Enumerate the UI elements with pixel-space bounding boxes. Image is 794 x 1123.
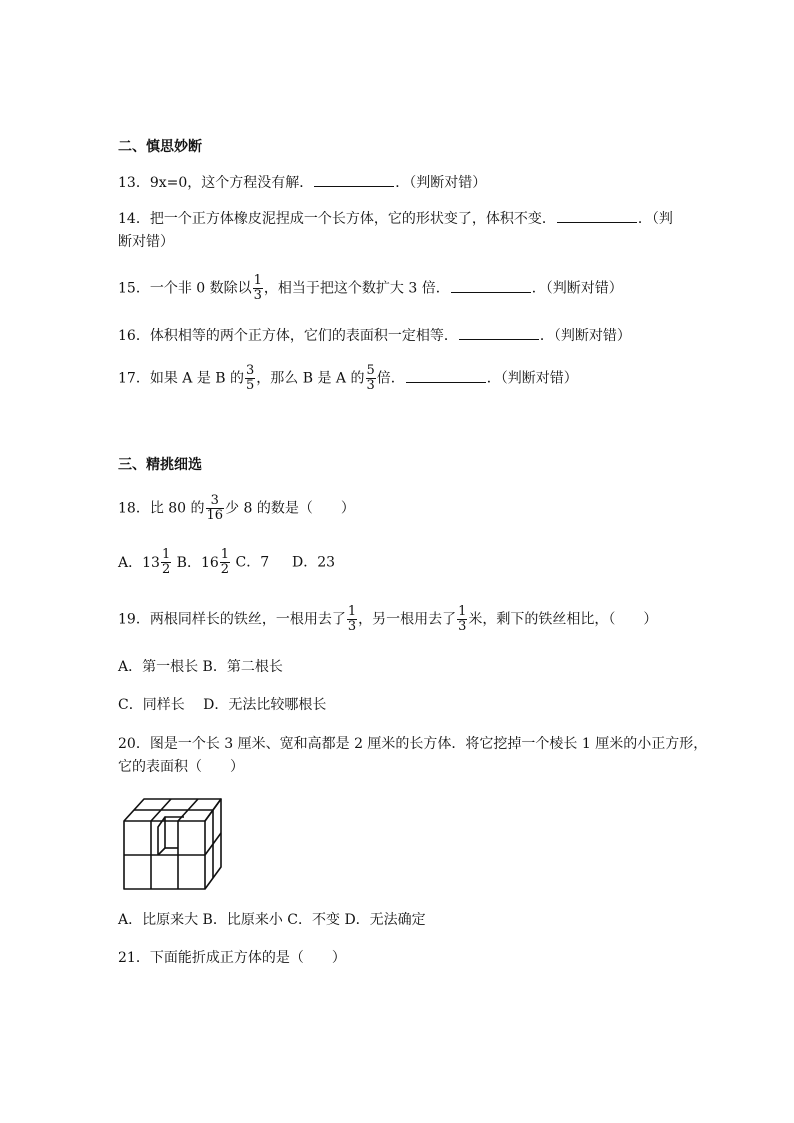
q19-post: 米，剩下的铁丝相比，（ ） (468, 611, 658, 628)
fraction-numerator: 1 (253, 273, 262, 288)
answer-blank[interactable] (459, 326, 539, 340)
question-14-line1 (118, 209, 673, 229)
q15-post: ，相当于把这个数扩大 3 倍． (263, 280, 450, 297)
answer-blank[interactable] (314, 173, 394, 187)
q18-post: 少 8 的数是（ ） (225, 500, 355, 517)
fraction (347, 605, 357, 634)
fraction-denominator: 3 (347, 619, 357, 634)
fraction-denominator: 3 (253, 288, 262, 303)
fraction-numerator: 3 (246, 363, 255, 378)
option-b[interactable] (176, 547, 231, 577)
fraction-numerator: 1 (458, 604, 467, 619)
q16-tail: ．（判断对错） (539, 328, 631, 344)
section-3-title: 三、精挑细选 (118, 457, 202, 473)
fraction-denominator: 3 (458, 619, 467, 634)
option-c[interactable]: C．7 (235, 554, 270, 571)
fraction-numerator: 1 (220, 547, 230, 562)
option-a-text: A．13 (118, 554, 160, 571)
question-13 (118, 173, 486, 193)
fraction-denominator: 2 (220, 562, 230, 577)
q17-tail: ．（判断对错） (486, 370, 578, 387)
fraction (253, 274, 263, 303)
question-19 (118, 605, 657, 634)
question-19-options-line1[interactable]: A．第一根长 B．第二根长 (118, 659, 283, 675)
fraction-denominator: 5 (246, 378, 255, 393)
fraction (161, 548, 171, 577)
question-20-line2: 它的表面积（ ） (118, 759, 244, 775)
fraction-numerator: 1 (161, 547, 171, 562)
answer-blank[interactable] (557, 209, 637, 223)
q15-pre: 15．一个非 0 数除以 (118, 280, 252, 297)
question-19-options-line2[interactable]: C．同样长 D．无法比较哪根长 (118, 697, 327, 713)
option-a[interactable] (118, 547, 172, 577)
question-18-options (118, 548, 335, 577)
q16-text: 16．体积相等的两个正方体，它们的表面积一定相等． (118, 328, 458, 344)
question-20-line1: 20．图是一个长 3 厘米、宽和高都是 2 厘米的长方体．将它挖掉一个棱长 1 厘米的小正方形， (118, 736, 708, 752)
fraction-numerator: 1 (347, 604, 357, 619)
question-20-options[interactable]: A．比原来大 B．比原来小 C．不变 D．无法确定 (118, 912, 426, 928)
fraction (366, 364, 376, 393)
q17-pre: 17．如果 A 是 B 的 (118, 370, 245, 387)
q17-mid: ，那么 B 是 A 的 (256, 370, 365, 387)
fraction-denominator: 3 (366, 378, 375, 393)
answer-blank[interactable] (451, 279, 531, 293)
fraction (220, 548, 230, 577)
q13-text: 13．9x=0，这个方程没有解． (118, 175, 314, 191)
option-b-text: B．16 (176, 554, 219, 571)
option-d[interactable]: D．23 (292, 554, 336, 571)
q19-pre: 19．两根同样长的铁丝，一根用去了 (118, 611, 346, 628)
question-16 (118, 326, 631, 346)
fraction-numerator: 3 (206, 494, 225, 509)
fraction (206, 494, 225, 523)
question-21: 21．下面能折成正方体的是（ ） (118, 950, 346, 966)
fraction-denominator: 2 (161, 562, 171, 577)
q19-mid: ，另一根用去了 (358, 611, 457, 628)
question-14-line2: 断对错） (118, 234, 174, 250)
q14-tail: ．（判 (637, 211, 673, 227)
fraction (457, 605, 467, 634)
q17-post: 倍． (376, 370, 405, 387)
q15-tail: ．（判断对错） (531, 280, 623, 297)
section-2-title: 二、慎思妙断 (118, 139, 202, 155)
question-17 (118, 364, 578, 393)
fraction (245, 364, 255, 393)
fraction-denominator: 16 (206, 508, 224, 523)
question-15 (118, 274, 623, 303)
answer-blank[interactable] (406, 369, 486, 383)
q13-tail: ．（判断对错） (395, 175, 487, 191)
question-18 (118, 494, 355, 523)
fraction-numerator: 5 (366, 363, 375, 378)
cuboid-figure (120, 793, 226, 893)
q14-text: 14．把一个正方体橡皮泥捏成一个长方体，它的形状变了，体积不变． (118, 211, 556, 227)
q18-pre: 18．比 80 的 (118, 500, 205, 517)
